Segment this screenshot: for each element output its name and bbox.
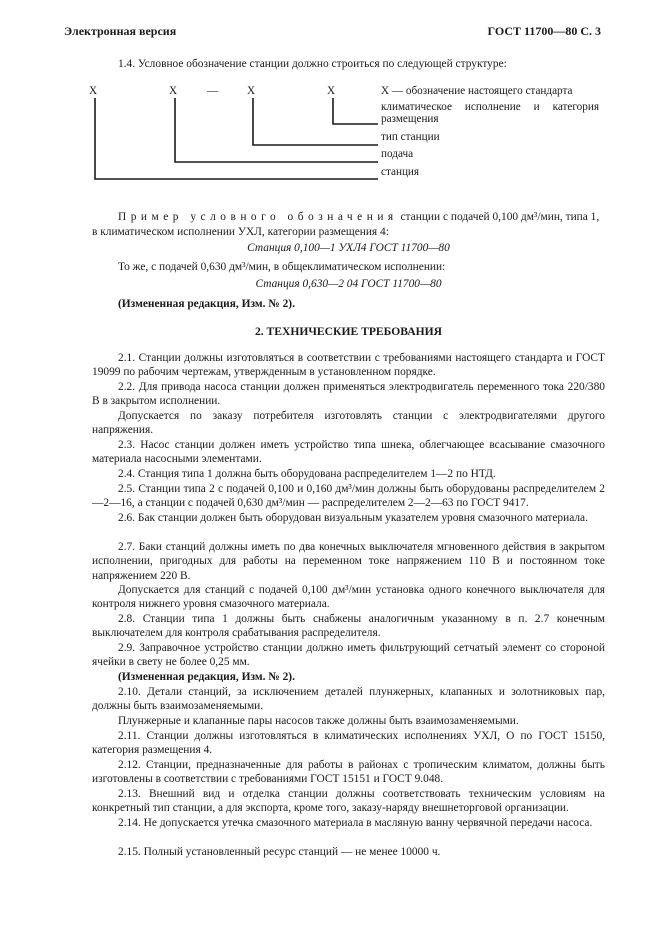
example-same: То же, с подачей 0,630 дм³/мин, в общеклиматическом исполнении: (118, 261, 446, 273)
diagram-dash: — (207, 85, 219, 97)
line-station (95, 98, 378, 179)
line-standard (333, 98, 378, 124)
diagram-label-station: станция (381, 166, 420, 178)
example-paragraph (92, 210, 605, 224)
paragraph-2-7: 2.7. Баки станций должны иметь по два конечных выключателя мгновенного действия в закрытом исполнении, пригодных для работы на переменном токе напряжением 110 В и постоянном токе напряжением 220 В. (92, 541, 605, 582)
paragraph-2-9-revised: (Измененная редакция, Изм. № 2). (118, 671, 295, 683)
example-text-1: станции с подачей 0,100 дм³/мин, типа 1, (397, 211, 600, 223)
example-designation-1: Станция 0,100—1 УХЛ4 ГОСТ 11700—80 (247, 242, 450, 254)
paragraph-2-2-allowance: Допускается по заказу потребителя изготовлять станции с электродвигателями другого напряжения. (92, 410, 605, 437)
diagram-label-climate-2: размещения (381, 113, 439, 125)
example-revised: (Измененная редакция, Изм. № 2). (118, 298, 295, 310)
paragraph-2-12: 2.12. Станции, предназначенные для работы в районах с тропическим климатом, должны быть изготовлены в соответствии с требованиями ГОСТ 15151 и ГОСТ 9.048. (92, 759, 605, 786)
diagram-label-feed: подача (381, 148, 414, 160)
paragraph-2-13: 2.13. Внешний вид и отделка станции должны соответствовать техническим условиям на конкретный тип станции, а для экспорта, кроме того, заказу-наряду внешнеторговой организации. (92, 788, 605, 815)
paragraph-2-4: 2.4. Станция типа 1 должна быть оборудована распределителем 1—2 по НТД. (118, 468, 496, 480)
paragraph-2-8: 2.8. Станции типа 1 должны быть снабжены аналогичным указанному в п. 2.7 конечным выключателем для контроля срабатывания распределителя. (92, 613, 605, 640)
paragraph-2-10: 2.10. Детали станций, за исключением деталей плунжерных, клапанных и золотниковых пар, должны быть взаимозаменяемыми. (92, 686, 605, 713)
line-feed (175, 98, 378, 162)
paragraph-2-14: 2.14. Не допускается утечка смазочного материала в масляную ванну червячной передачи насоса. (118, 817, 593, 829)
example-label: Пример условного обозначения (118, 211, 398, 223)
paragraph-1-4: 1.4. Условное обозначение станции должно строиться по следующей структуре: (118, 58, 507, 70)
example-designation-2: Станция 0,630—2 04 ГОСТ 11700—80 (255, 278, 442, 290)
section-title: 2. ТЕХНИЧЕСКИЕ ТРЕБОВАНИЯ (254, 325, 443, 338)
header-edition: Электронная версия (64, 24, 177, 38)
line-type (253, 98, 378, 145)
example-text-2: в климатическом исполнении УХЛ, категории размещения 4: (92, 226, 389, 238)
diagram-x-type: Х (247, 85, 256, 97)
diagram-x-feed: Х (169, 85, 178, 97)
diagram-label-type: тип станции (381, 131, 440, 143)
paragraph-2-15: 2.15. Полный установленный ресурс станций — не менее 10000 ч. (118, 846, 441, 858)
diagram-x-climate: Х (327, 85, 336, 97)
paragraph-2-5: 2.5. Станции типа 2 с подачей 0,100 и 0,160 дм³/мин должны быть оборудованы распределителем 2—2—16, а станции с подачей 0,630 дм³/мин — распределителем 2—2—63 по ГОСТ 9417. (92, 483, 605, 510)
diagram-label-standard: Х — обозначение настоящего стандарта (381, 85, 573, 97)
paragraph-2-10-pairs: Плунжерные и клапанные пары насосов также должны быть взаимозаменяемыми. (118, 715, 519, 727)
paragraph-2-3: 2.3. Насос станции должен иметь устройство типа шнека, облегчающее всасывание смазочного материала насосными элементами. (92, 439, 605, 466)
paragraph-2-1: 2.1. Станции должны изготовляться в соответствии с требованиями настоящего стандарта и ГОСТ 19099 по рабочим чертежам, утвержденным в установленном порядке. (92, 352, 605, 379)
paragraph-2-6: 2.6. Бак станции должен быть оборудован визуальным указателем уровня смазочного материала. (118, 512, 588, 524)
paragraph-2-2: 2.2. Для привода насоса станции должен применяться электродвигатель переменного тока 220/380 В в закрытом исполнении. (92, 381, 605, 408)
paragraph-2-9: 2.9. Заправочное устройство станции должно иметь фильтрующий сетчатый элемент со стороной ячейки в свету не более 0,25 мм. (92, 642, 605, 669)
paragraph-2-11: 2.11. Станции должны изготовляться в климатических исполнениях УХЛ, О по ГОСТ 15150, категория размещения 4. (92, 730, 605, 757)
diagram-label-climate-1: климатическое исполнение и категория (381, 101, 599, 113)
paragraph-2-7-allowance: Допускается для станций с подачей 0,100 дм³/мин установка одного конечного выключателя для контроля нижнего уровня смазочного материала. (92, 584, 605, 611)
header-standard-page: ГОСТ 11700—80 С. 3 (487, 24, 601, 38)
diagram-lines (0, 0, 661, 200)
diagram-x-station: Х (89, 85, 98, 97)
